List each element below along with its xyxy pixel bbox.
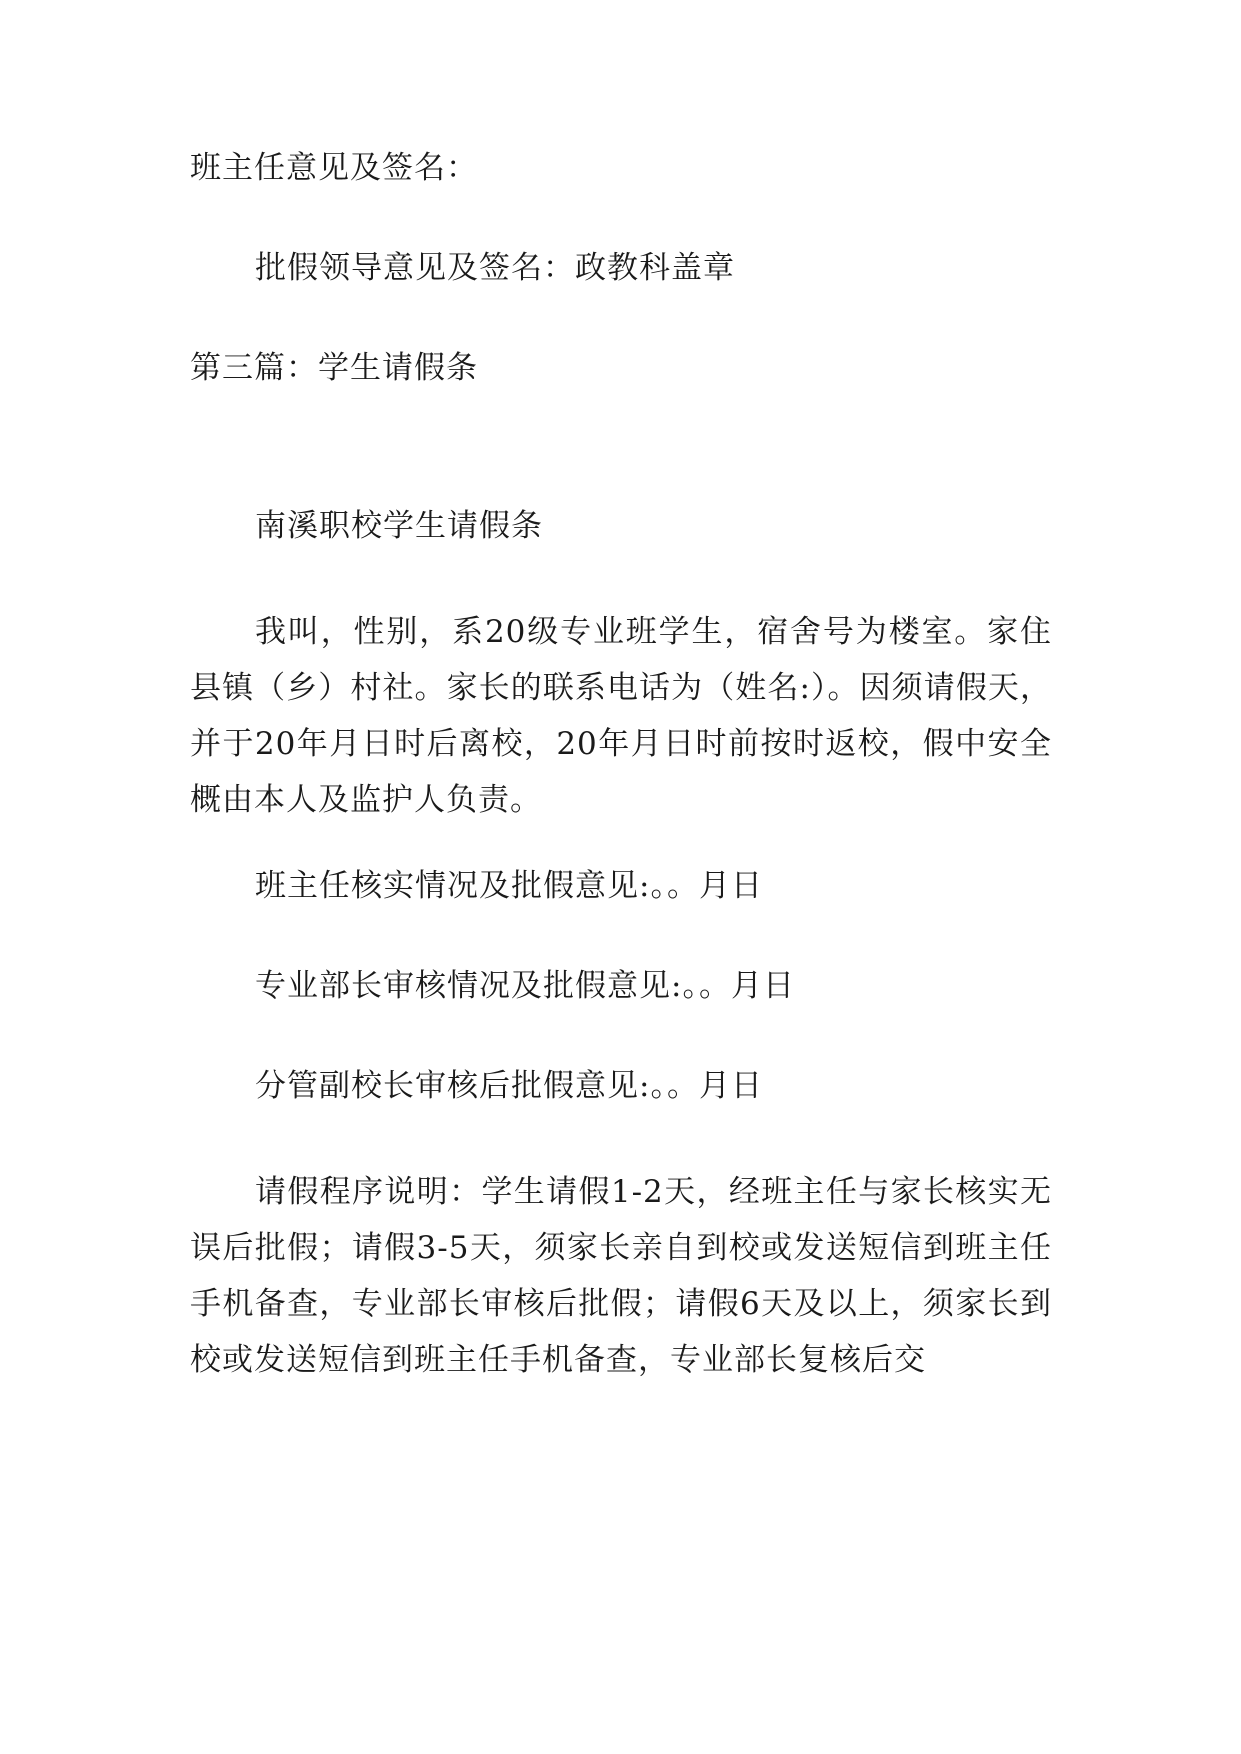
- teacher-opinion-line: 班主任意见及签名：: [190, 150, 478, 186]
- leader-opinion-line: 批假领导意见及签名：政教科盖章: [255, 250, 735, 286]
- chapter-title: 第三篇：学生请假条: [190, 350, 478, 386]
- dept-head-review-line: 专业部长审核情况及批假意见:。。月日: [255, 968, 795, 1004]
- vice-principal-review-line: 分管副校长审核后批假意见:。。月日: [255, 1068, 763, 1104]
- form-title: 南溪职校学生请假条: [255, 508, 543, 544]
- procedure-paragraph: 请假程序说明：学生请假1-2天，经班主任与家长核实无误后批假；请假3-5天，须家长亲自到校或发送短信到班主任手机备查，专业部长审核后批假；请假6天及以上，须家长到校或发送短信到班主任手机备查，专业部长复核后交: [190, 1174, 1052, 1378]
- body-paragraph: 我叫，性别，系20级专业班学生，宿舍号为楼室。家住县镇（乡）村社。家长的联系电话为（姓名:）。因须请假天，并于20年月日时后离校，20年月日时前按时返校，假中安全概由本人及监护人负责。: [190, 614, 1052, 818]
- class-teacher-check-line: 班主任核实情况及批假意见:。。月日: [255, 868, 763, 904]
